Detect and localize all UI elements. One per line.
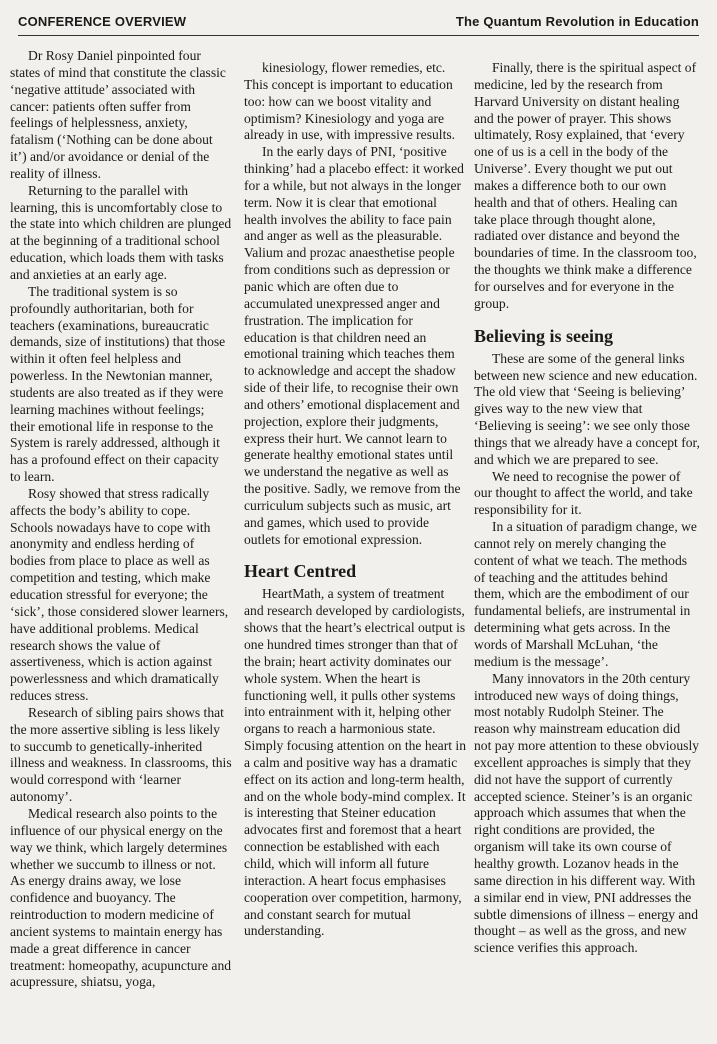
column-1 [10,48,232,1036]
paragraph: Research of sibling pairs shows that the more assertive sibling is less likely to succumb to genetically-inherited illness and weakness. In classrooms, this would correspond with ‘learner autonomy’. [10,704,232,805]
paragraph: HeartMath, a system of treatment and research developed by cardiologists, shows that the heart’s electrical output is one hundred times stronger than that of the brain; heart activity dominates our whole system. When the heart is functioning well, it pulls other systems into entrainment with it, helping other organs to reach a harmonious state. Simply focusing attention on the heart in a calm and positive way has a dramatic effect on its action and long-term health, and on the whole body-mind complex. It is interesting that Steiner education advocates first and foremost that a heart connection be established with each child, which will inform all future interaction. A heart focus emphasises cooperation over competition, harmony, and constant search for mutual understanding. [244,586,466,939]
publication-title: The Quantum Revolution in Education [455,14,699,29]
paragraph: In the early days of PNI, ‘positive thinking’ had a placebo effect: it worked for a while, but not always in the longer term. Now it is clear that emotional health involves the ability to face pain and anger as well as the pleasurable. Valium and prozac anaesthetise people from conditions such as depression or panic which are often due to accumulated unexpressed anger and frustration. The implication for education is that children need an emotional training which teaches them to acknowledge and accept the shadow side of their life, to recognise their own and others’ emotional displacement and projection, explore their judgments, express their hurt. We cannot learn to generate healthy emotional states until we understand the negative as well as the positive. Sadly, we remove from the curriculum subjects such as music, art and games, which used to provide outlets for emotional expression. [244,144,464,547]
paragraph: Many innovators in the 20th century introduced new ways of doing things, most notably Rudolph Steiner. The reason why mainstream education did not pay more attention to these obviously excellent approaches is simply that they did not have the support of currently accepted science. Steiner’s is an organic approach which assumes that when the right conditions are provided, the organism will take its own course of healthy growth. Lozanov heads in the same direction in his different way. With a similar end in view, PNI addresses the subtle dimensions of illness – energy and thought – as well as the gross, and new science verifies this approach. [474,670,700,956]
paragraph: Medical research also points to the influence of our physical energy on the way we think, which largely determines whether we succumb to illness or not. As energy drains away, we lose confidence and buoyancy. The reintroduction to modern medicine of ancient systems to maintain energy has made a great difference in cancer treatment: homeopathy, acupuncture and acupressure, shiatsu, yoga, [10,805,232,990]
header-rule [18,35,699,36]
paragraph: Returning to the parallel with learning, this is uncomfortably close to the state into which children are plunged at the beginning of a traditional school education, which loads them with tasks and anxieties at an early age. [10,182,232,282]
section-label: CONFERENCE OVERVIEW [18,14,187,29]
paragraph: Rosy showed that stress radically affects the body’s ability to cope. Schools nowadays have to cope with anonymity and endless herding of bodies from place to place as well as competition and testing, which make education stressful for everyone; the ‘sick’, those considered slower learners, have additional problems. Medical research shows the value of assertiveness, which is action against powerlessness and which dramatically reduces stress. [10,485,229,704]
column-2 [244,60,466,1036]
section-heading-heart-centred: Heart Centred [244,561,357,582]
paragraph: The traditional system is so profoundly authoritarian, both for teachers (examinations, bureaucratic demands, size of institutions) that those within it often feel helpless and powerless. In the Newtonian manner, students are also treated as if they were learning machines without feelings; their emotional life in response to the System is rarely addressed, although it has a profound effect on their capacity to learn. [10,283,226,485]
running-header [18,10,699,32]
paragraph: We need to recognise the power of our thought to affect the world, and take responsibility for it. [474,468,693,518]
paragraph: kinesiology, flower remedies, etc. This concept is important to education too: how can we boost vitality and optimism? Kinesiology and yoga are already in use, with impressive results. [244,60,456,143]
column-3 [474,60,700,1036]
paragraph: These are some of the general links between new science and new education. The old view that ‘Seeing is believing’ gives way to the new view that ‘Believing is seeing’: we see only those things that we already have a concept for, and which we are prepared to see. [474,350,700,467]
paragraph: Finally, there is the spiritual aspect of medicine, led by the research from Harvard University on distant healing and the power of prayer. This shows ultimately, Rosy explained, that ‘every one of us is a cell in the body of the Universe’. Every thought we put out makes a difference both to our own health and that of others. Healing can take place through thought alone, radiated over distance and beyond the boundaries of time. In the classroom too, the thoughts we think make a difference for ourselves and for everyone in the group. [474,60,697,311]
paragraph: In a situation of paradigm change, we cannot rely on merely changing the content of what we teach. The methods of teaching and the attitudes behind them, which are the embodiment of our fundamental beliefs, are instrumental in determining what gets across. In the words of Marshall McLuhan, ‘the medium is the message’. [474,519,697,669]
paragraph: Dr Rosy Daniel pinpointed four states of mind that constitute the classic ‘negative attitude’ associated with cancer: patients often suffer from feelings of helplessness, anxiety, fatalism (‘Nothing can be done about it’) and/or avoidance or denial of the reality of illness. [10,48,226,181]
section-heading-believing-is-seeing: Believing is seeing [474,325,613,346]
